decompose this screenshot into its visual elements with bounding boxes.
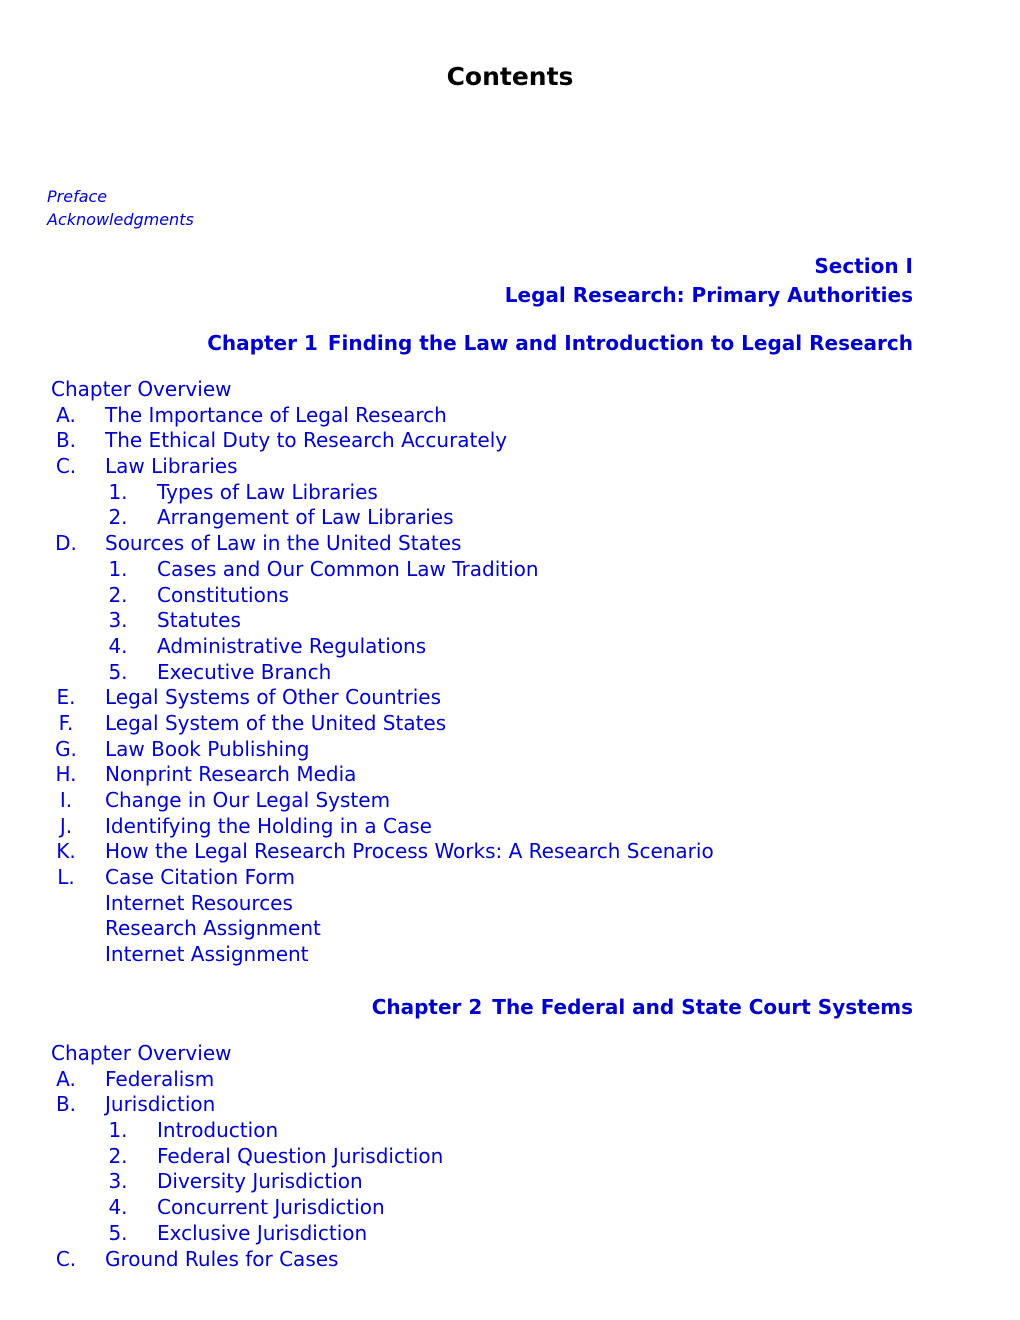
- toc-entry-text: Federal Question Jurisdiction: [157, 1143, 444, 1168]
- page-title: Contents: [446, 62, 574, 91]
- toc-entry-label: J.: [59, 813, 73, 838]
- toc-entry-text: Chapter Overview: [51, 1041, 232, 1065]
- toc-entry-text: Arrangement of Law Libraries: [157, 505, 454, 530]
- toc-entry-text: Federalism: [105, 1066, 215, 1091]
- toc-entry-label: G.: [55, 736, 77, 761]
- chapter-2-heading[interactable]: [372, 993, 913, 1021]
- toc-entry-label: 1.: [108, 1118, 128, 1143]
- toc-entry-text: Chapter Overview: [51, 377, 232, 401]
- toc-entry-text: Change in Our Legal System: [105, 788, 391, 812]
- toc-entry-text: Introduction: [157, 1118, 279, 1143]
- toc-entry-label: 2.: [108, 1143, 128, 1168]
- toc-entry-text: How the Legal Research Process Works: A Research Scenario: [105, 839, 714, 864]
- toc-entry-text: Research Assignment: [105, 916, 321, 941]
- front-matter-preface[interactable]: Preface: [47, 187, 108, 206]
- toc-entry-text: Legal System of the United States: [105, 710, 447, 735]
- toc-entry-text: Administrative Regulations: [157, 633, 427, 658]
- toc-entry-label: 3.: [108, 1169, 128, 1194]
- toc-entry-label: L.: [57, 865, 75, 890]
- toc-entry-text: Law Libraries: [105, 454, 238, 479]
- toc-entry-label: 1.: [108, 556, 128, 581]
- chapter-number: Chapter 1: [207, 331, 318, 355]
- toc-entry-text: Jurisdiction: [105, 1092, 216, 1117]
- toc-entry-label: 2.: [108, 505, 128, 530]
- section-label[interactable]: Section I: [814, 254, 913, 278]
- toc-entry-text: Identifying the Holding in a Case: [105, 813, 432, 838]
- toc-entry-text: Cases and Our Common Law Tradition: [157, 556, 539, 581]
- toc-entry-label: 4.: [108, 1195, 128, 1220]
- toc-entry-label: C.: [55, 454, 77, 479]
- chapter-title: The Federal and State Court Systems: [492, 995, 913, 1019]
- toc-entry-text: Ground Rules for Cases: [105, 1246, 339, 1271]
- front-matter-acknowledgments[interactable]: Acknowledgments: [47, 210, 194, 229]
- toc-entry-text: The Importance of Legal Research: [105, 402, 447, 427]
- toc-entry-text: Diversity Jurisdiction: [157, 1169, 363, 1194]
- toc-entry-label: K.: [56, 839, 76, 864]
- chapter-number: Chapter 2: [371, 995, 483, 1019]
- toc-entry-label: H.: [55, 762, 77, 787]
- toc-entry-text: Internet Assignment: [105, 942, 309, 967]
- chapter-title: Finding the Law and Introduction to Legal Research: [327, 331, 913, 355]
- toc-entry-label: 5.: [108, 1220, 128, 1245]
- section-title[interactable]: Legal Research: Primary Authorities: [504, 283, 913, 307]
- chapter-1-heading[interactable]: [207, 329, 913, 357]
- toc-entry-text: Law Book Publishing: [105, 736, 310, 761]
- toc-entry-label: D.: [55, 531, 77, 556]
- toc-entry-label: I.: [59, 788, 73, 812]
- toc-entry-label: 3.: [108, 608, 128, 633]
- toc-entry-label: E.: [56, 685, 76, 710]
- toc-entry-label: A.: [56, 402, 76, 427]
- toc-entry-text: Internet Resources: [105, 890, 293, 915]
- toc-entry-text: Case Citation Form: [105, 865, 295, 890]
- toc-entry-label: B.: [55, 1092, 77, 1117]
- toc-entry-label: 1.: [108, 479, 128, 504]
- toc-entry-text: Exclusive Jurisdiction: [157, 1220, 368, 1245]
- toc-entry-text: Statutes: [157, 608, 241, 633]
- toc-entry-text: Types of Law Libraries: [157, 479, 378, 504]
- toc-entry-text: Executive Branch: [157, 659, 332, 684]
- toc-entry-text: The Ethical Duty to Research Accurately: [105, 428, 508, 453]
- toc-entry-label: 5.: [108, 659, 128, 684]
- toc-entry-text: Sources of Law in the United States: [105, 531, 462, 556]
- toc-entry-text: Nonprint Research Media: [105, 762, 357, 787]
- toc-entry-label: 4.: [108, 633, 128, 658]
- toc-entry-text: Legal Systems of Other Countries: [105, 685, 441, 710]
- toc-entry-label: A.: [56, 1066, 76, 1091]
- toc-entry-label: B.: [55, 428, 77, 453]
- toc-entry-text: Concurrent Jurisdiction: [157, 1195, 385, 1220]
- toc-entry-label: F.: [58, 710, 74, 735]
- toc-entry-text: Constitutions: [157, 582, 289, 607]
- toc-entry-label: 2.: [108, 582, 128, 607]
- toc-entry-label: C.: [55, 1246, 77, 1271]
